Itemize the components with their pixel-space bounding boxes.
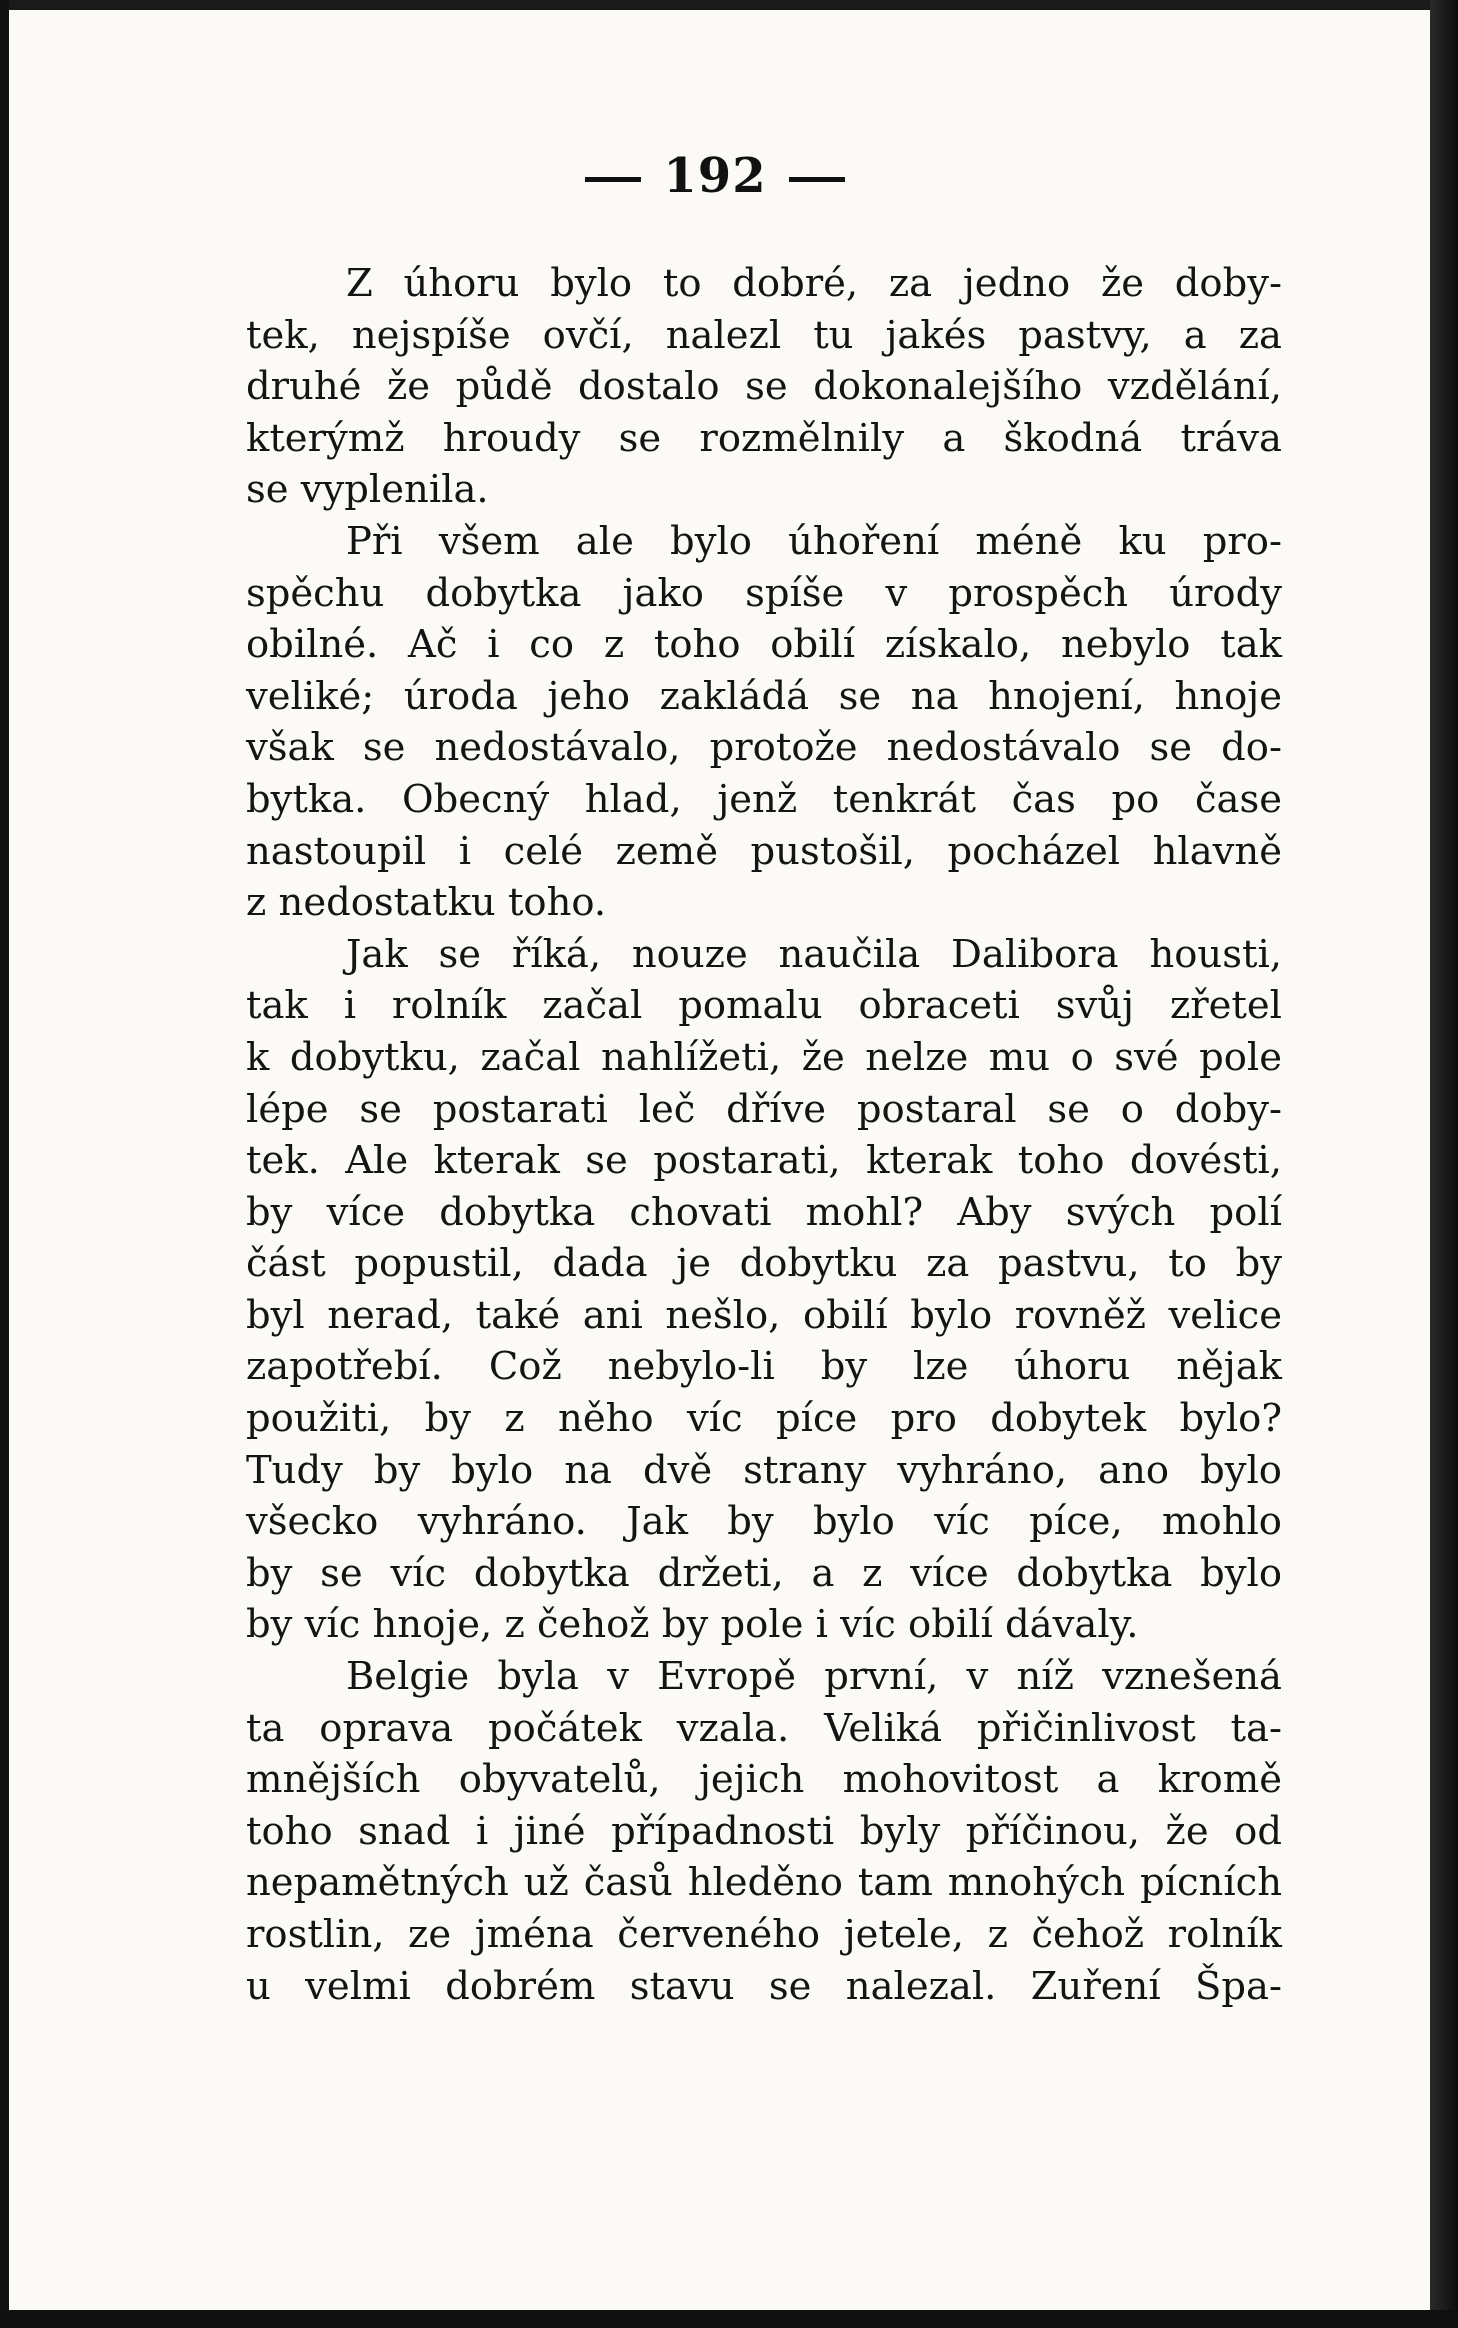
text-line: rostlin, ze jména červeného jetele, z čehož rolník	[246, 1912, 1282, 1957]
text-line: Při všem ale bylo úhoření méně ku pro-	[346, 518, 1282, 564]
text-line: veliké; úroda jeho zakládá se na hnojení, hnoje	[246, 673, 1282, 719]
scan-edge-top	[0, 0, 1458, 10]
text-line: Tudy by bylo na dvě strany vyhráno, ano bylo	[246, 1447, 1282, 1493]
text-line: Jak se říká, nouze naučila Dalibora housti,	[346, 931, 1282, 977]
text-line: u velmi dobrém stavu se nalezal. Zuření Špa-	[246, 1963, 1282, 2009]
text-line: tak i rolník začal pomalu obraceti svůj zřetel	[246, 983, 1282, 1029]
text-line: toho snad i jiné případnosti byly příčinou, že od	[246, 1808, 1282, 1854]
text-line: část popustil, dada je dobytku za pastvu, to by	[246, 1241, 1282, 1287]
page-number: 192	[663, 148, 767, 204]
text-line: by více dobytka chovati mohl? Aby svých polí	[246, 1189, 1282, 1235]
page-header	[0, 148, 1430, 204]
text-line: mnějších obyvatelů, jejich mohovitost a kromě	[246, 1757, 1282, 1803]
text-line: nepamětných už časů hleděno tam mnohých pícních	[246, 1860, 1282, 1906]
text-line: by se víc dobytka držeti, a z více dobytka bylo	[246, 1550, 1282, 1596]
text-line: zapotřebí. Což nebylo-li by lze úhoru nějak	[246, 1344, 1282, 1390]
text-line: tek, nejspíše ovčí, nalezl tu jakés pastvy, a za	[246, 312, 1282, 358]
text-line: se vyplenila.	[246, 467, 489, 513]
text-line: nastoupil i celé země pustošil, pocházel hlavně	[246, 828, 1282, 874]
scan-edge-left	[0, 0, 9, 2328]
text-line: k dobytku, začal nahlížeti, že nelze mu o své pole	[246, 1034, 1282, 1080]
text-line: všecko vyhráno. Jak by bylo víc píce, mohlo	[246, 1499, 1282, 1545]
text-line: ta oprava počátek vzala. Veliká přičinlivost ta-	[246, 1705, 1282, 1751]
text-line: byl nerad, také ani nešlo, obilí bylo rovněž velice	[246, 1292, 1282, 1338]
text-line: tek. Ale kterak se postarati, kterak toho dovésti,	[246, 1138, 1282, 1184]
text-line: by víc hnoje, z čehož by pole i víc obilí dávaly.	[246, 1602, 1139, 1648]
text-line: bytka. Obecný hlad, jenž tenkrát čas po čase	[246, 776, 1282, 822]
text-line: obilné. Ač i co z toho obilí získalo, nebylo tak	[246, 622, 1282, 668]
header-dash-left	[585, 177, 641, 182]
text-line: kterýmž hroudy se rozmělnily a škodná tráva	[246, 415, 1282, 461]
text-line: Z úhoru bylo to dobré, za jedno že doby-	[346, 261, 1282, 306]
text-line: však se nedostávalo, protože nedostávalo se do-	[246, 725, 1282, 771]
text-line: Belgie byla v Evropě první, v níž vznešená	[346, 1654, 1282, 1700]
text-line: lépe se postarati leč dříve postaral se o doby-	[246, 1086, 1282, 1132]
text-line: z nedostatku toho.	[246, 880, 607, 926]
scan-edge-right	[1430, 0, 1458, 2328]
text-line: použiti, by z něho víc píce pro dobytek bylo?	[246, 1396, 1282, 1442]
text-line: druhé že půdě dostalo se dokonalejšího vzdělání,	[246, 364, 1282, 410]
body-text	[246, 258, 1282, 2012]
text-line: spěchu dobytka jako spíše v prospěch úrody	[246, 570, 1282, 616]
header-dash-right	[789, 177, 845, 182]
scan-edge-bottom	[0, 2310, 1458, 2328]
